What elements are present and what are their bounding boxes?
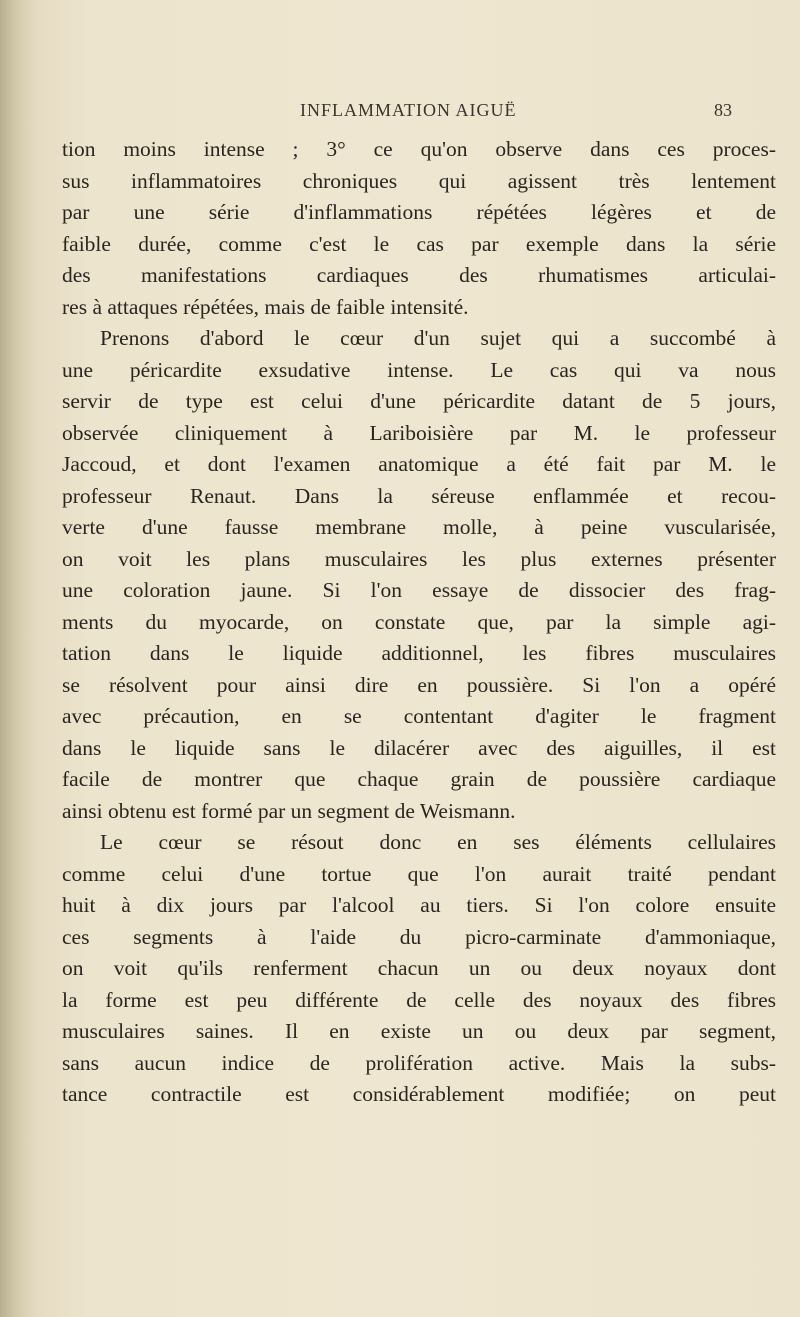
text-line: verte d'une fausse membrane molle, à peine vuscularisée, bbox=[62, 515, 776, 539]
text-line: Jaccoud, et dont l'examen anatomique a été fait par M. le bbox=[62, 452, 776, 476]
text-line: sus inflammatoires chroniques qui agissent très lentement bbox=[62, 168, 776, 193]
text-line: des manifestations cardiaques des rhumatismes articulai- bbox=[62, 263, 776, 287]
text-line: Prenons d'abord le cœur d'un sujet qui a succombé à bbox=[100, 326, 776, 350]
text-line: se résolvent pour ainsi dire en poussière. Si l'on a opéré bbox=[62, 672, 776, 697]
text-line: musculaires saines. Il en existe un ou deux par segment, bbox=[62, 1019, 776, 1043]
text-line: tation dans le liquide additionnel, les fibres musculaires bbox=[62, 641, 776, 665]
text-line: une péricardite exsudative intense. Le cas qui va nous bbox=[62, 357, 776, 382]
text-line: ces segments à l'aide du picro-carminate d'ammoniaque, bbox=[62, 924, 776, 949]
text-line: facile de montrer que chaque grain de poussière cardiaque bbox=[62, 767, 776, 791]
text-line: par une série d'inflammations répétées légères et de bbox=[62, 200, 776, 224]
text-line: avec précaution, en se contentant d'agiter le fragment bbox=[62, 704, 776, 728]
text-line: servir de type est celui d'une péricardite datant de 5 jours, bbox=[62, 389, 776, 413]
text-line: tion moins intense ; 3° ce qu'on observe dans ces proces- bbox=[62, 137, 776, 161]
running-title: INFLAMMATION AIGUË bbox=[300, 100, 517, 120]
text-line: Le cœur se résout donc en ses éléments cellulaires bbox=[100, 830, 776, 854]
text-line: on voit qu'ils renferment chacun un ou deux noyaux dont bbox=[62, 956, 776, 980]
text-line: huit à dix jours par l'alcool au tiers. Si l'on colore ensuite bbox=[62, 893, 776, 917]
page-gutter-shadow bbox=[0, 0, 34, 1317]
text-line: observée cliniquement à Lariboisière par M. le professeur bbox=[62, 420, 776, 445]
text-line: faible durée, comme c'est le cas par exemple dans la série bbox=[62, 231, 776, 256]
text-line: res à attaques répétées, mais de faible intensité. bbox=[62, 294, 469, 319]
text-line: la forme est peu différente de celle des noyaux des fibres bbox=[62, 987, 776, 1012]
text-line: une coloration jaune. Si l'on essaye de dissocier des frag- bbox=[62, 578, 776, 602]
text-line: ainsi obtenu est formé par un segment de Weismann. bbox=[62, 798, 516, 823]
text-line: comme celui d'une tortue que l'on aurait traité pendant bbox=[62, 861, 776, 886]
text-line: ments du myocarde, on constate que, par la simple agi- bbox=[62, 609, 776, 634]
page-header bbox=[0, 100, 800, 128]
text-line: sans aucun indice de prolifération active. Mais la subs- bbox=[62, 1050, 776, 1075]
text-line: professeur Renaut. Dans la séreuse enflammée et recou- bbox=[62, 483, 776, 508]
page-number: 83 bbox=[714, 100, 732, 120]
text-line: tance contractile est considérablement modifiée; on peut bbox=[62, 1082, 776, 1106]
body-text bbox=[62, 134, 776, 1111]
text-line: dans le liquide sans le dilacérer avec des aiguilles, il est bbox=[62, 735, 776, 760]
text-line: on voit les plans musculaires les plus externes présenter bbox=[62, 546, 776, 571]
